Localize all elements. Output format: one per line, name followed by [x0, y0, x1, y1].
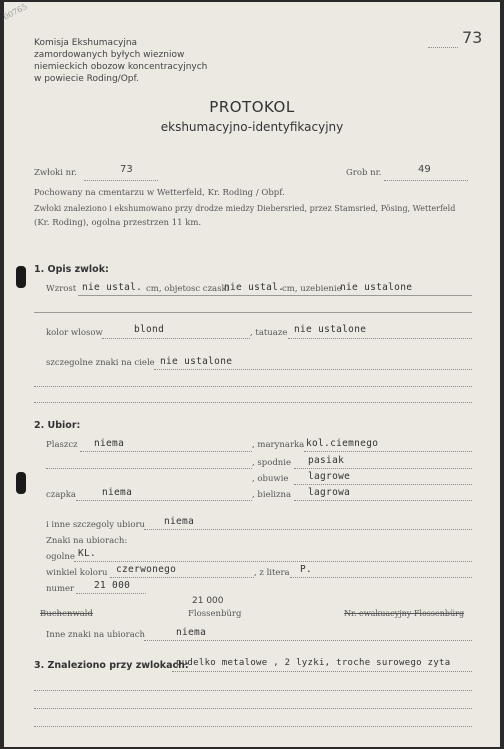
inne-znaki-label: Inne znaki na ubiorach [46, 630, 145, 640]
litera-value: P. [300, 564, 313, 575]
obuwie-line [294, 484, 472, 485]
binder-hole-top [16, 266, 26, 288]
spodnie-label: , spodnie [252, 458, 291, 468]
binder-hole-bottom [16, 472, 26, 494]
wzrost-value: nie ustal. [82, 282, 143, 293]
tatuaze-label: , tatuaze [250, 328, 288, 338]
czaszka-unit-label: cm, uzebienie [282, 284, 342, 294]
intro-line-1: Pochowany na cmentarzu w Wetterfeld, Kr. Roding / Obpf. [34, 188, 285, 198]
numer-value: 21 000 [94, 580, 131, 591]
header-line-1: Komisja Ekshumacyjna [34, 38, 138, 48]
zwloki-label: Zwłoki nr. [34, 168, 77, 178]
header-line-2: zamordowanych byłych wiezniow [34, 50, 185, 60]
spodnie-left-line [46, 468, 252, 469]
ogolne-line [74, 561, 472, 562]
grob-label: Grob nr. [346, 168, 382, 178]
flossenburg-label: Flossenbürg [188, 609, 242, 619]
uzebienie-value: nie ustalone [340, 282, 413, 293]
obuwie-label: , obuwie [252, 474, 289, 484]
litera-label: , z litera [254, 568, 290, 578]
wzrost-unit-label: cm, objetosc czaski [146, 284, 230, 294]
kolor-line [102, 338, 250, 339]
document-title: PROTOKOL [209, 98, 295, 116]
section-1-heading: 1. Opis zwlok: [34, 264, 109, 275]
tatuaze-line [288, 338, 472, 339]
grob-value: 49 [418, 164, 431, 175]
wzrost-underline [78, 295, 472, 296]
czapka-value: niema [102, 487, 133, 498]
inne-line [144, 529, 472, 530]
zwloki-value: 73 [120, 164, 133, 175]
spodnie-line [294, 468, 472, 469]
section-2-heading: 2. Ubior: [34, 420, 81, 431]
numer-label: numer [46, 584, 75, 594]
obuwie-value: lagrowe [308, 471, 351, 482]
zwloki-line [84, 180, 158, 181]
section-3-value: pudelko metalowe , 2 lyzki, troche surowego zyta [176, 658, 451, 668]
litera-line [290, 577, 472, 578]
ogolne-value: KL. [78, 548, 97, 559]
corner-stamp: 00765 [2, 2, 29, 22]
marynarka-line [304, 451, 472, 452]
inne-znaki-line [144, 640, 472, 641]
inne-znaki-value: niema [176, 627, 207, 638]
znaki-ubior-label: Znaki na ubiorach: [46, 536, 128, 546]
header-line-3: niemieckich obozow koncentracyjnych [34, 62, 208, 72]
plaszcz-label: Plaszcz [46, 440, 78, 450]
czaszka-value: nie ustal. [224, 282, 285, 293]
winkiel-label: winkiel koloru [46, 568, 108, 578]
intro-line-2: Zwłoki znaleziono i ekshumowano przy drodze miedzy Diebersried, przez Stamsried, Pösing, Wetterfeld [34, 204, 456, 213]
inne-label: i inne szczegoly ubioru [46, 520, 145, 530]
czapka-label: czapka [46, 490, 76, 500]
marynarka-value: kol.ciemnego [306, 438, 379, 449]
blank-line-5 [34, 708, 472, 709]
numer-line [76, 593, 146, 594]
page-number: 73 [462, 28, 483, 47]
blank-line-4 [34, 690, 472, 691]
inne-value: niema [164, 516, 195, 527]
znaki-line [154, 369, 472, 370]
blank-line-6 [34, 726, 472, 727]
spodnie-value: pasiak [308, 455, 345, 466]
bielizna-value: lagrowa [308, 487, 351, 498]
plaszcz-line [80, 451, 252, 452]
bielizna-label: , bielizna [252, 490, 292, 500]
document-page [4, 2, 500, 747]
header-line-4: w powiecie Roding/Opf. [34, 74, 139, 84]
blank-line-1 [34, 312, 472, 313]
plaszcz-value: niema [94, 438, 125, 449]
section-3-line [172, 671, 472, 672]
kolor-value: blond [134, 324, 165, 335]
winkiel-value: czerwonego [116, 564, 177, 575]
tatuaze-value: nie ustalone [294, 324, 367, 335]
znaki-label: szczegolne znaki na ciele [46, 358, 155, 368]
section-3-heading: 3. Znaleziono przy zwlokach: [34, 660, 189, 671]
bielizna-line [294, 500, 472, 501]
wzrost-label: Wzrost [46, 284, 77, 294]
blank-line-2 [34, 386, 472, 387]
intro-line-3: (Kr. Roding), ogolna przestrzen 11 km. [34, 218, 202, 228]
document-subtitle: ekshumacyjno-identyfikacyjny [160, 120, 344, 134]
czapka-line [76, 500, 252, 501]
marynarka-label: , marynarka [252, 440, 305, 450]
winkiel-line [110, 577, 254, 578]
grob-line [384, 180, 468, 181]
znaki-value: nie ustalone [160, 356, 233, 367]
ewak-label: Nr. ewakuacyjny Flossenbürg [344, 609, 465, 618]
kolor-label: kolor wlosow [46, 328, 103, 338]
ogolne-label: ogolne [46, 552, 75, 562]
blank-line-3 [34, 402, 472, 403]
buchenwald-label: Buchenwald [40, 609, 93, 619]
flossenburg-number: 21 000 [192, 596, 224, 606]
page-number-line [428, 47, 458, 48]
